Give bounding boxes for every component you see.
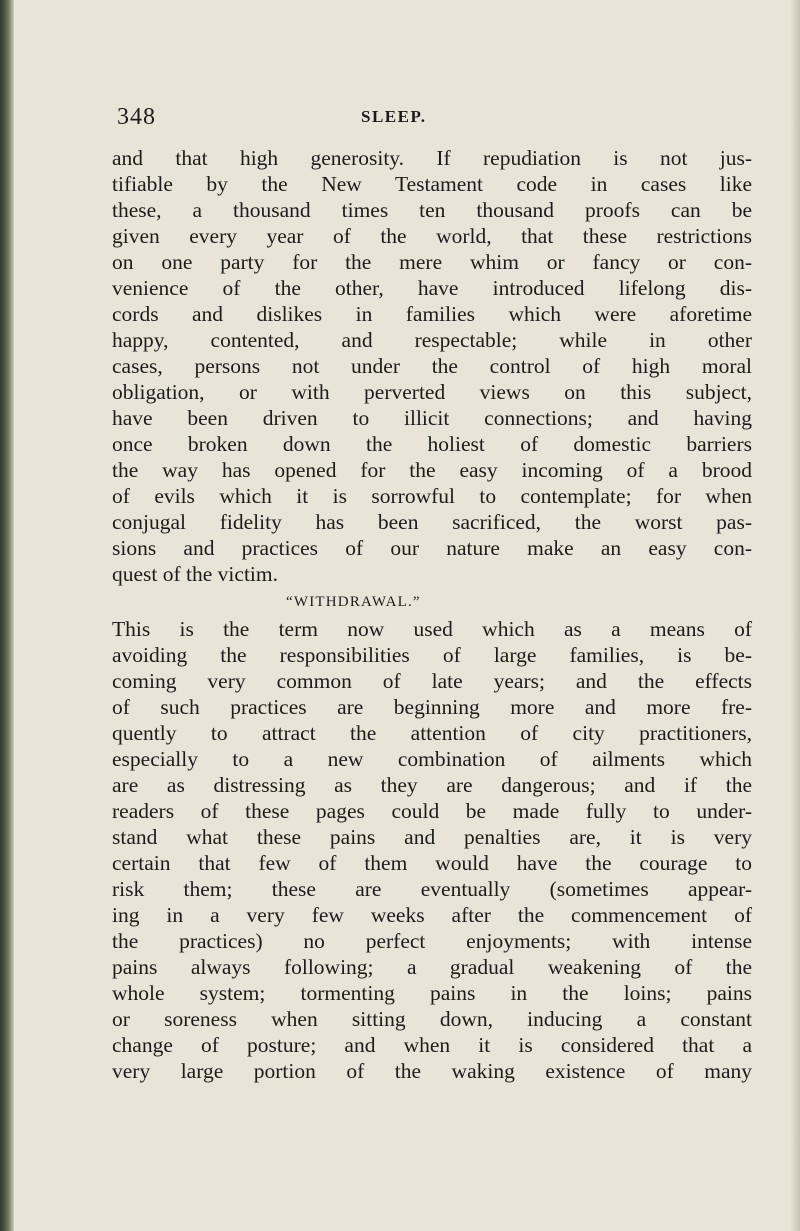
text-line: have been driven to illicit connections; and having <box>112 406 752 430</box>
text-line: very large portion of the waking existence of many <box>112 1059 752 1083</box>
text-line: of such practices are beginning more and more fre- <box>112 695 752 719</box>
text-line: cords and dislikes in families which were aforetime <box>112 302 752 326</box>
page-header <box>112 104 752 140</box>
page-edge-shadow <box>790 0 800 1231</box>
text-line: and that high generosity. If repudiation is not jus- <box>112 146 752 170</box>
text-line: the practices) no perfect enjoyments; with intense <box>112 929 752 953</box>
text-line: quest of the victim. <box>112 562 278 586</box>
text-line: of evils which it is sorrowful to contemplate; for when <box>112 484 752 508</box>
text-line: coming very common of late years; and the effects <box>112 669 752 693</box>
text-line: obligation, or with perverted views on this subject, <box>112 380 752 404</box>
text-line: especially to a new combination of ailments which <box>112 747 752 771</box>
text-line: these, a thousand times ten thousand proofs can be <box>112 198 752 222</box>
text-line: happy, contented, and respectable; while in other <box>112 328 752 352</box>
page-body <box>112 145 752 1084</box>
paragraph-1 <box>112 145 752 587</box>
text-line: venience of the other, have introduced lifelong dis- <box>112 276 752 300</box>
text-line: cases, persons not under the control of high moral <box>112 354 752 378</box>
running-head: SLEEP. <box>361 107 427 126</box>
text-line: certain that few of them would have the courage to <box>112 851 752 875</box>
text-line: conjugal fidelity has been sacrificed, the worst pas- <box>112 510 752 534</box>
text-line: once broken down the holiest of domestic barriers <box>112 432 752 456</box>
text-line: readers of these pages could be made fully to under- <box>112 799 752 823</box>
text-line: pains always following; a gradual weakening of the <box>112 955 752 979</box>
text-line: tifiable by the New Testament code in cases like <box>112 172 752 196</box>
text-line: This is the term now used which as a means of <box>112 617 752 641</box>
text-line: sions and practices of our nature make an easy con- <box>112 536 752 560</box>
book-binding-edge <box>0 0 14 1231</box>
text-line: on one party for the mere whim or fancy or con- <box>112 250 752 274</box>
text-line: given every year of the world, that these restrictions <box>112 224 752 248</box>
text-line: whole system; tormenting pains in the loins; pains <box>112 981 752 1005</box>
text-line: change of posture; and when it is considered that a <box>112 1033 752 1057</box>
text-line: risk them; these are eventually (sometimes appear- <box>112 877 752 901</box>
text-line: avoiding the responsibilities of large families, is be- <box>112 643 752 667</box>
section-heading: “WITHDRAWAL.” <box>286 594 421 610</box>
paragraph-2 <box>112 616 752 1084</box>
text-line: stand what these pains and penalties are, it is very <box>112 825 752 849</box>
page-number: 348 <box>117 104 156 130</box>
text-line: or soreness when sitting down, inducing a constant <box>112 1007 752 1031</box>
text-line: ing in a very few weeks after the commencement of <box>112 903 752 927</box>
text-line: the way has opened for the easy incoming of a brood <box>112 458 752 482</box>
text-line: quently to attract the attention of city practitioners, <box>112 721 752 745</box>
book-page <box>112 104 752 1084</box>
text-line: are as distressing as they are dangerous; and if the <box>112 773 752 797</box>
